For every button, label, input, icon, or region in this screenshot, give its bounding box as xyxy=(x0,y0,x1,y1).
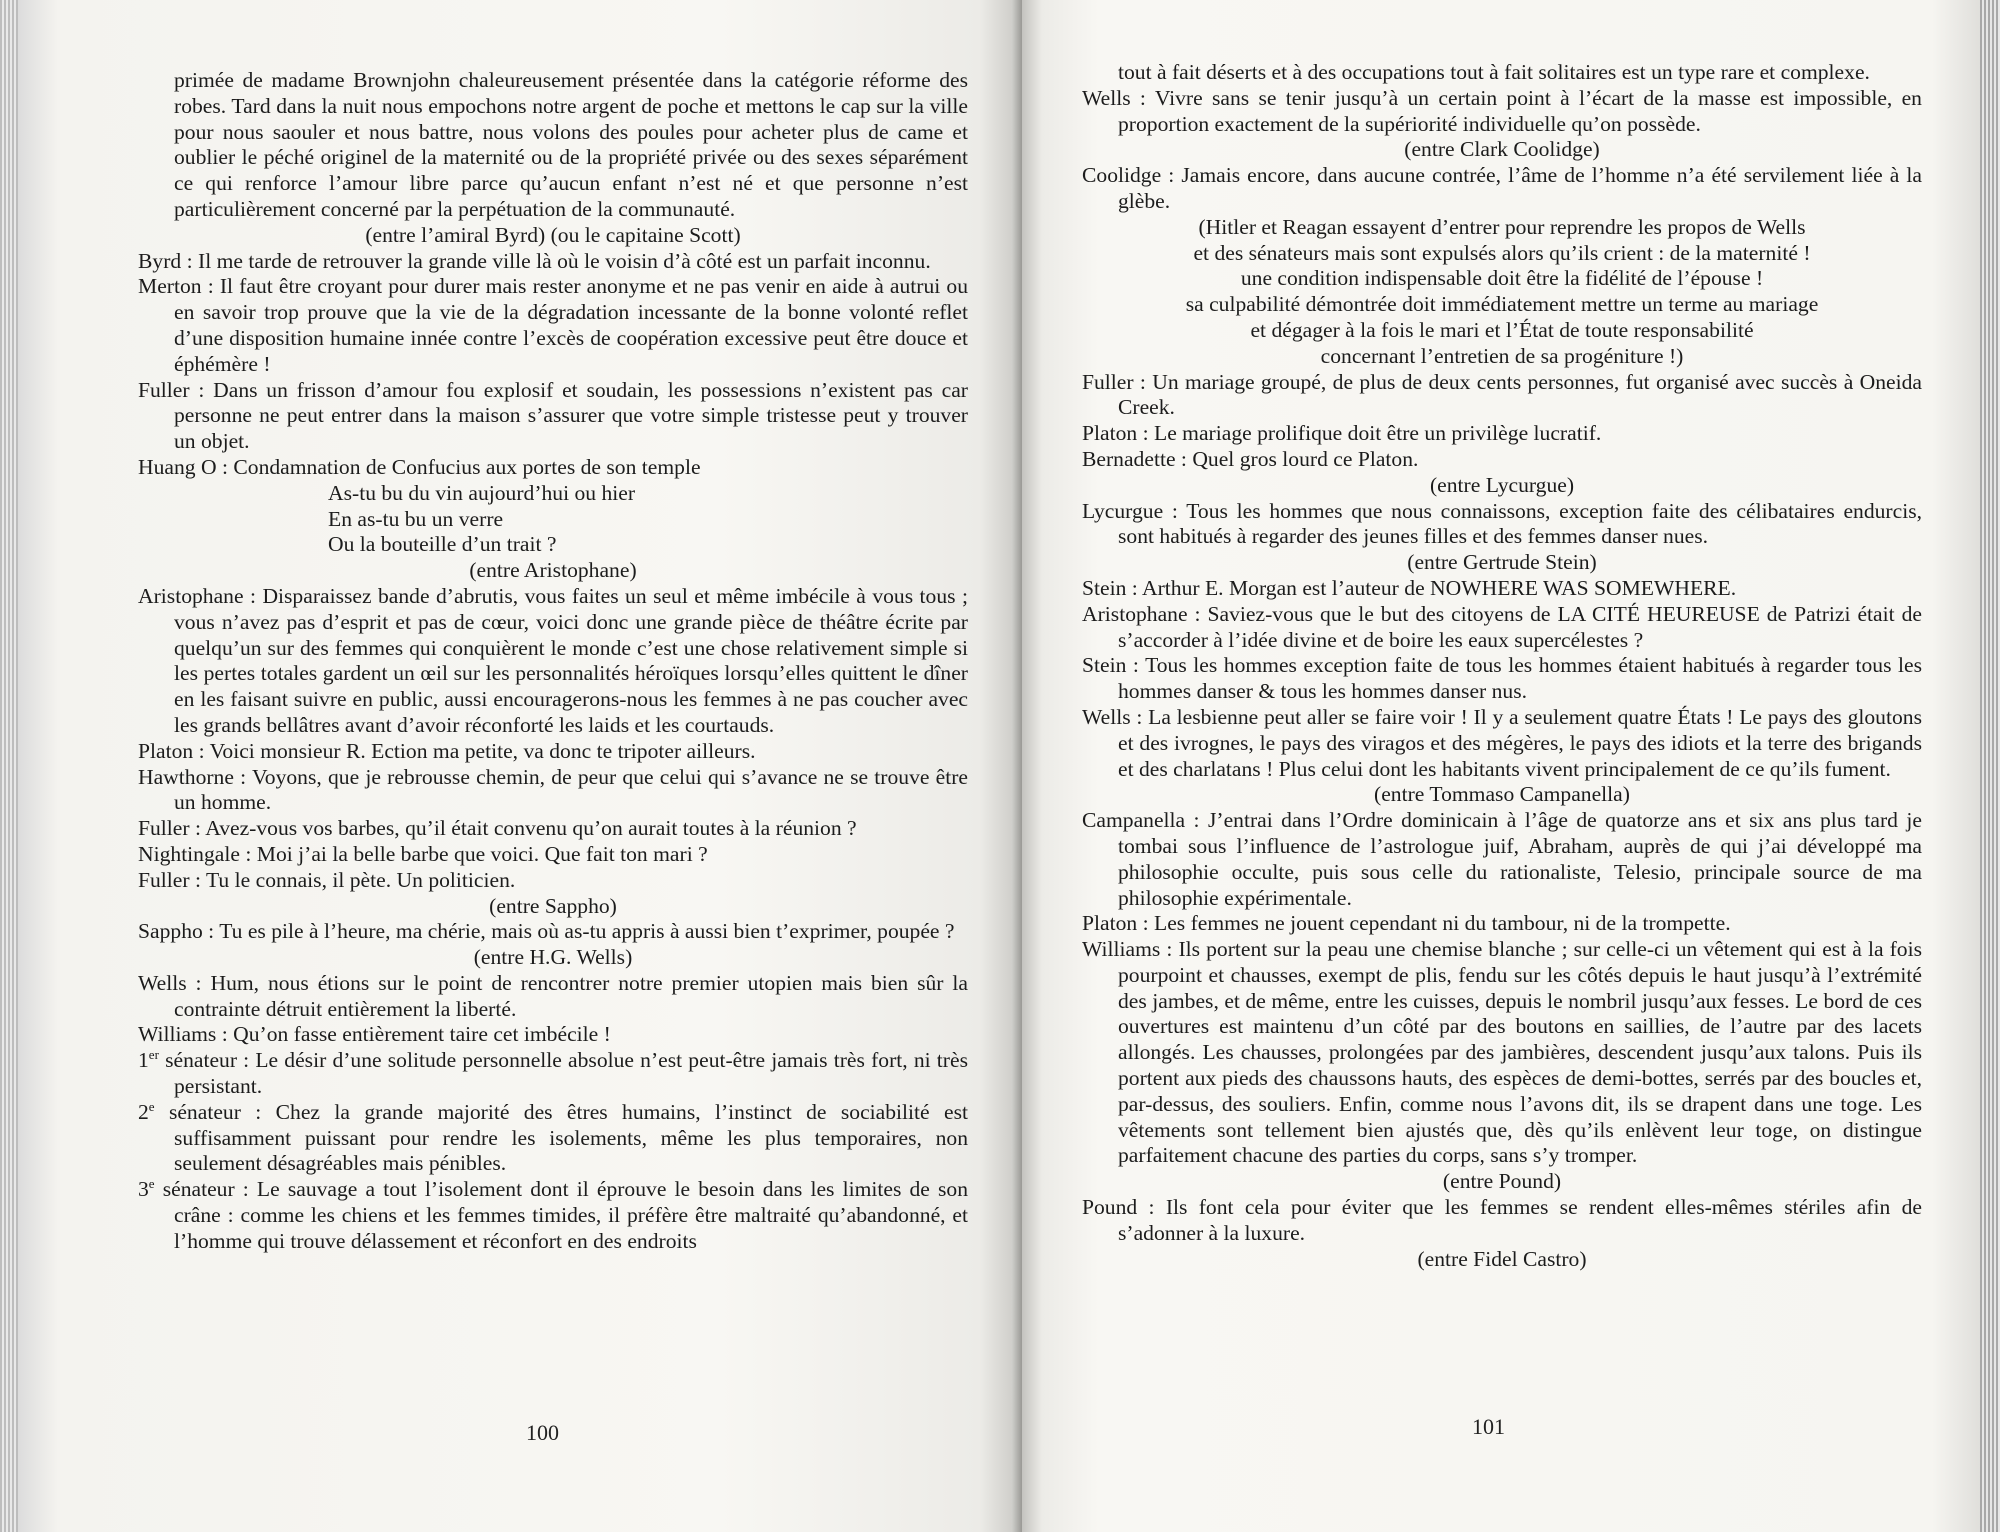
speech: Il me tarde de retrouver la grande ville là où le voisin d’à côté est un parfait inconnu. xyxy=(198,248,931,273)
speech: Arthur E. Morgan est l’auteur de NOWHERE WAS SOMEWHERE. xyxy=(1142,575,1737,600)
dialogue-line xyxy=(138,842,968,868)
stage-direction-line: et des sénateurs mais sont expulsés alors qu’ils crient : de la maternité ! xyxy=(1193,240,1811,265)
dialogue-line xyxy=(138,378,968,455)
verse-line: Ou la bouteille d’un trait ? xyxy=(328,532,557,557)
speech: Quel gros lourd ce Platon. xyxy=(1192,446,1419,471)
right-page xyxy=(1022,0,1980,1532)
speech: Ils portent sur la peau une chemise blanche ; sur celle-ci un vêtement qui est à la fois pourpoint et chausses, exempt de plis, fendu sur les côtés depuis le haut jusqu’à l’extrémité des jambes, et de même, entre les cuisses, depuis le nombril jusqu’aux fesses. Le bord de ces ouvertures est maintenu d’un côté par des boutons en saillies, de l’autre par des lacets allongés. Les chausses, prolongées par des jambières, descendent jusqu’aux talons. Puis ils portent aux pieds des chaussons hauts, des espèces de demi-bottes, serrés par des boucles et, par-dessus, des souliers. Enfin, comme nous l’avons dit, ils se drapent dans une toge. Les vêtements sont tellement bien ajustés que, dès qu’ils enlèvent leur toge, on distingue parfaitement chacune des parties du corps, sans s’y tromper. xyxy=(1118,937,1922,1168)
speech: Qu’on fasse entièrement taire cet imbécile ! xyxy=(233,1022,611,1047)
speaker: sénateur : xyxy=(158,1048,250,1073)
left-page xyxy=(18,0,1020,1532)
dialogue-line xyxy=(1082,163,1922,215)
speech: Avez-vous vos barbes, qu’il était convenu qu’on aurait toutes à la réunion ? xyxy=(205,816,857,841)
dialogue-line xyxy=(138,584,968,739)
speech: J’entrai dans l’Ordre dominicain à l’âge de quatorze ans et six ans plus tard je tombai sous l’influence de l’astrologue juif, Abraham, auprès de qui j’ai développé ma philosophie occulte, puis sous celle du rationaliste, Telesio, principale source de ma philosophie expérimentale. xyxy=(1118,808,1922,910)
dialogue-line xyxy=(1082,911,1922,937)
ordinal-suffix: er xyxy=(148,1047,159,1063)
dialogue-line xyxy=(1082,499,1922,551)
speaker: Williams : xyxy=(1082,937,1173,962)
speech: Hum, nous étions sur le point de rencontrer notre premier utopien mais bien sûr la contrainte détruit entièrement la liberté. xyxy=(174,970,968,1021)
speech: Moi j’ai la belle barbe que voici. Que fait ton mari ? xyxy=(256,841,708,866)
speaker: Coolidge : xyxy=(1082,163,1175,188)
speech: Vivre sans se tenir jusqu’à un certain point à l’écart de la masse est impossible, en proportion exactement de la supériorité individuelle qu’on possède. xyxy=(1118,85,1922,136)
ordinal-suffix: e xyxy=(148,1098,155,1114)
speaker: Nightingale : xyxy=(138,841,252,866)
stage-direction: (entre Pound) xyxy=(1442,1169,1562,1194)
dialogue-line xyxy=(1082,602,1922,654)
speaker: Fuller : xyxy=(138,867,201,892)
verse-line: En as-tu bu un verre xyxy=(328,506,504,531)
speaker: sénateur : xyxy=(154,1099,262,1124)
dialogue-line xyxy=(1082,447,1922,473)
dialogue-line xyxy=(138,455,968,481)
stage-direction: (entre l’amiral Byrd) (ou le capitaine Scott) xyxy=(365,222,741,247)
page-number: 100 xyxy=(526,1420,559,1445)
dialogue-line xyxy=(138,1100,968,1177)
opening-paragraph: primée de madame Brownjohn chaleureusement présentée dans la catégorie réforme des robes. Tard dans la nuit nous empochons notre argent de poche et mettons le cap sur la ville pour nous saouler et nous battre, nous volons des poules pour acheter plus de came et oublier le péché originel de la maternité ou de la propriété privée ou des sexes séparément ce qui renforce l’amour libre parce qu’aucun enfant n’est né et que personne n’est particulièrement concerné par la perpétuation de la communauté. xyxy=(174,68,968,221)
stage-direction: (entre Aristophane) xyxy=(469,558,637,583)
dialogue-line xyxy=(138,868,968,894)
speech: Les femmes ne jouent cependant ni du tambour, ni de la trompette. xyxy=(1154,911,1731,936)
dialogue-line xyxy=(1082,576,1922,602)
dialogue-line xyxy=(1082,421,1922,447)
speech: Dans un frisson d’amour fou explosif et soudain, les possessions n’existent pas car personne ne peut entrer dans la maison s’assurer que votre simple tristesse peut y trouver un objet. xyxy=(174,377,968,454)
speech: Un mariage groupé, de plus de deux cents personnes, fut organisé avec succès à Oneida Creek. xyxy=(1118,369,1922,420)
speech: Tu le connais, il pète. Un politicien. xyxy=(206,867,516,892)
right-page-text xyxy=(1082,60,1922,1272)
stage-direction: (entre Fidel Castro) xyxy=(1417,1246,1587,1271)
stage-direction: (entre H.G. Wells) xyxy=(473,945,633,970)
dialogue-line xyxy=(138,274,968,377)
speaker: Bernadette : xyxy=(1082,446,1187,471)
stage-direction: (entre Lycurgue) xyxy=(1429,472,1575,497)
speaker: Wells : xyxy=(1082,85,1146,110)
speaker: Platon : xyxy=(1082,421,1149,446)
speech: Condamnation de Confucius aux portes de son temple xyxy=(233,454,701,479)
speech: Le sauvage a tout l’isolement dont il éprouve le besoin dans les limites de son crâne : comme les chiens et les femmes timides, il préfère être maltraité qu’abandonné, et l’homme qui trouve délassement et réconfort en des endroits xyxy=(174,1177,968,1253)
speech: Chez la grande majorité des êtres humains, l’instinct de sociabilité est suffisamment puissant pour rendre les isolements, même les plus temporaires, non seulement désagréables mais pénibles. xyxy=(174,1099,968,1176)
speaker: Fuller : xyxy=(138,377,205,402)
dialogue-line xyxy=(1082,1195,1922,1247)
speech: Ils font cela pour éviter que les femmes se rendent elles-mêmes stériles afin de s’adonner à la luxure. xyxy=(1118,1195,1922,1245)
speech: Il faut être croyant pour durer mais rester anonyme et ne pas venir en aide à autrui ou en savoir trop prouve que la vie de la dégradation incessante de la bonne volonté reflet d’une disposition humaine innée contre l’excès de coopération excessive peut être douce et éphémère ! xyxy=(174,274,968,376)
speech: Jamais encore, dans aucune contrée, l’âme de l’homme n’a été servilement liée à la glèbe. xyxy=(1118,163,1922,213)
speech: Tu es pile à l’heure, ma chérie, mais où as-tu appris à aussi bien t’exprimer, poupée ? xyxy=(219,919,955,944)
speaker: Platon : xyxy=(1082,911,1149,936)
page-number: 101 xyxy=(1472,1414,1505,1439)
dialogue-line xyxy=(1082,653,1922,705)
speech: Le mariage prolifique doit être un privilège lucratif. xyxy=(1154,421,1602,446)
dialogue-line xyxy=(1082,86,1922,138)
speech: Le désir d’une solitude personnelle absolue n’est peut-être jamais très fort, ni très persistant. xyxy=(174,1048,968,1099)
stage-direction: (entre Tommaso Campanella) xyxy=(1374,782,1630,807)
speaker: Stein : xyxy=(1082,653,1139,678)
stage-direction-line: concernant l’entretien de sa progéniture !) xyxy=(1320,343,1684,368)
speech: La lesbienne peut aller se faire voir ! Il y a seulement quatre États ! Le pays des gloutons et des ivrognes, le pays des viragos et des mégères, le pays des idiots et la terre des brigands et des charlatans ! Plus celui dont les habitants vivent principalement de ce qu’ils fument. xyxy=(1118,704,1922,781)
dialogue-line xyxy=(1082,705,1922,782)
dialogue-line xyxy=(1082,937,1922,1169)
speaker: Huang O : xyxy=(138,454,228,479)
speech: Voici monsieur R. Ection ma petite, va donc te tripoter ailleurs. xyxy=(209,738,756,763)
speaker: Merton : xyxy=(138,274,214,299)
speaker: Sappho : xyxy=(138,919,215,944)
stage-direction: (entre Sappho) xyxy=(489,893,617,918)
speaker: Fuller : xyxy=(138,816,201,841)
speaker: Pound : xyxy=(1082,1195,1155,1220)
speech: Voyons, que je rebrousse chemin, de peur que celui qui s’avance ne se trouve être un homme. xyxy=(174,764,969,815)
dialogue-line xyxy=(138,816,968,842)
speech: Disparaissez bande d’abrutis, vous faites un seul et même imbécile à vous tous ; vous n’avez pas d’esprit et pas de cœur, voici donc une grande pièce de théâtre écrite par quelqu’un sur des femmes qui conquièrent le monde c’est une chose relativement simple si les pertes totales gardent un œil sur les personnalités héroïques lorsqu’elles quittent le dîner en les faisant suivre en public, aussi encouragerons-nous les femmes à ne pas coucher avec les grands bellâtres avant d’avoir réconforté les laids et les courtauds. xyxy=(174,583,968,737)
dialogue-line xyxy=(138,1177,968,1254)
speaker: Byrd : xyxy=(138,248,193,273)
senator-number: 3 xyxy=(138,1177,149,1202)
dialogue-line xyxy=(138,249,968,275)
speaker: Aristophane : xyxy=(1082,601,1201,626)
stage-direction-line: sa culpabilité démontrée doit immédiatement mettre un terme au mariage xyxy=(1185,292,1819,317)
stage-direction-line: (Hitler et Reagan essayent d’entrer pour reprendre les propos de Wells xyxy=(1198,214,1806,239)
dialogue-line xyxy=(138,739,968,765)
stage-direction: (entre Clark Coolidge) xyxy=(1404,137,1600,162)
ordinal-suffix: e xyxy=(148,1176,155,1192)
stage-direction-line: et dégager à la fois le mari et l’État de toute responsabilité xyxy=(1250,317,1754,342)
verse-line: As-tu bu du vin aujourd’hui ou hier xyxy=(328,480,636,505)
speaker: Lycurgue : xyxy=(1082,498,1178,523)
speech: Saviez-vous que le but des citoyens de LA CITÉ HEUREUSE de Patrizi était de s’accorder à l’idée divine et de boire les eaux supercélestes ? xyxy=(1118,601,1922,652)
speech: Tous les hommes exception faite de tous les hommes étaient habitués à regarder tous les hommes danser & tous les hommes danser nus. xyxy=(1118,653,1922,704)
speaker: Hawthorne : xyxy=(138,764,247,789)
speaker: Williams : xyxy=(138,1022,228,1047)
speaker: Aristophane : xyxy=(138,583,256,608)
dialogue-line xyxy=(1082,370,1922,422)
dialogue-line xyxy=(138,1048,968,1100)
senator-number: 2 xyxy=(138,1099,149,1124)
stage-direction: (entre Gertrude Stein) xyxy=(1407,550,1597,575)
dialogue-line xyxy=(138,1022,968,1048)
opening-paragraph: tout à fait déserts et à des occupations tout à fait solitaires est un type rare et complexe. xyxy=(1118,60,1870,84)
speaker: Wells : xyxy=(138,970,202,995)
dialogue-line xyxy=(1082,808,1922,911)
speaker: Platon : xyxy=(138,738,205,763)
dialogue-line xyxy=(138,765,968,817)
left-page-text xyxy=(138,68,968,1255)
senator-number: 1 xyxy=(138,1048,149,1073)
speaker: Stein : xyxy=(1082,575,1138,600)
stage-direction-line: une condition indispensable doit être la fidélité de l’épouse ! xyxy=(1240,266,1764,291)
dialogue-line xyxy=(138,971,968,1023)
speech: Tous les hommes que nous connaissons, exception faite des célibataires endurcis, sont habitués à regarder des jeunes filles et des femmes danser nues. xyxy=(1118,498,1922,549)
speaker: Wells : xyxy=(1082,704,1143,729)
speaker: sénateur : xyxy=(154,1177,249,1202)
speaker: Campanella : xyxy=(1082,808,1200,833)
speaker: Fuller : xyxy=(1082,369,1146,394)
dialogue-line xyxy=(138,919,968,945)
